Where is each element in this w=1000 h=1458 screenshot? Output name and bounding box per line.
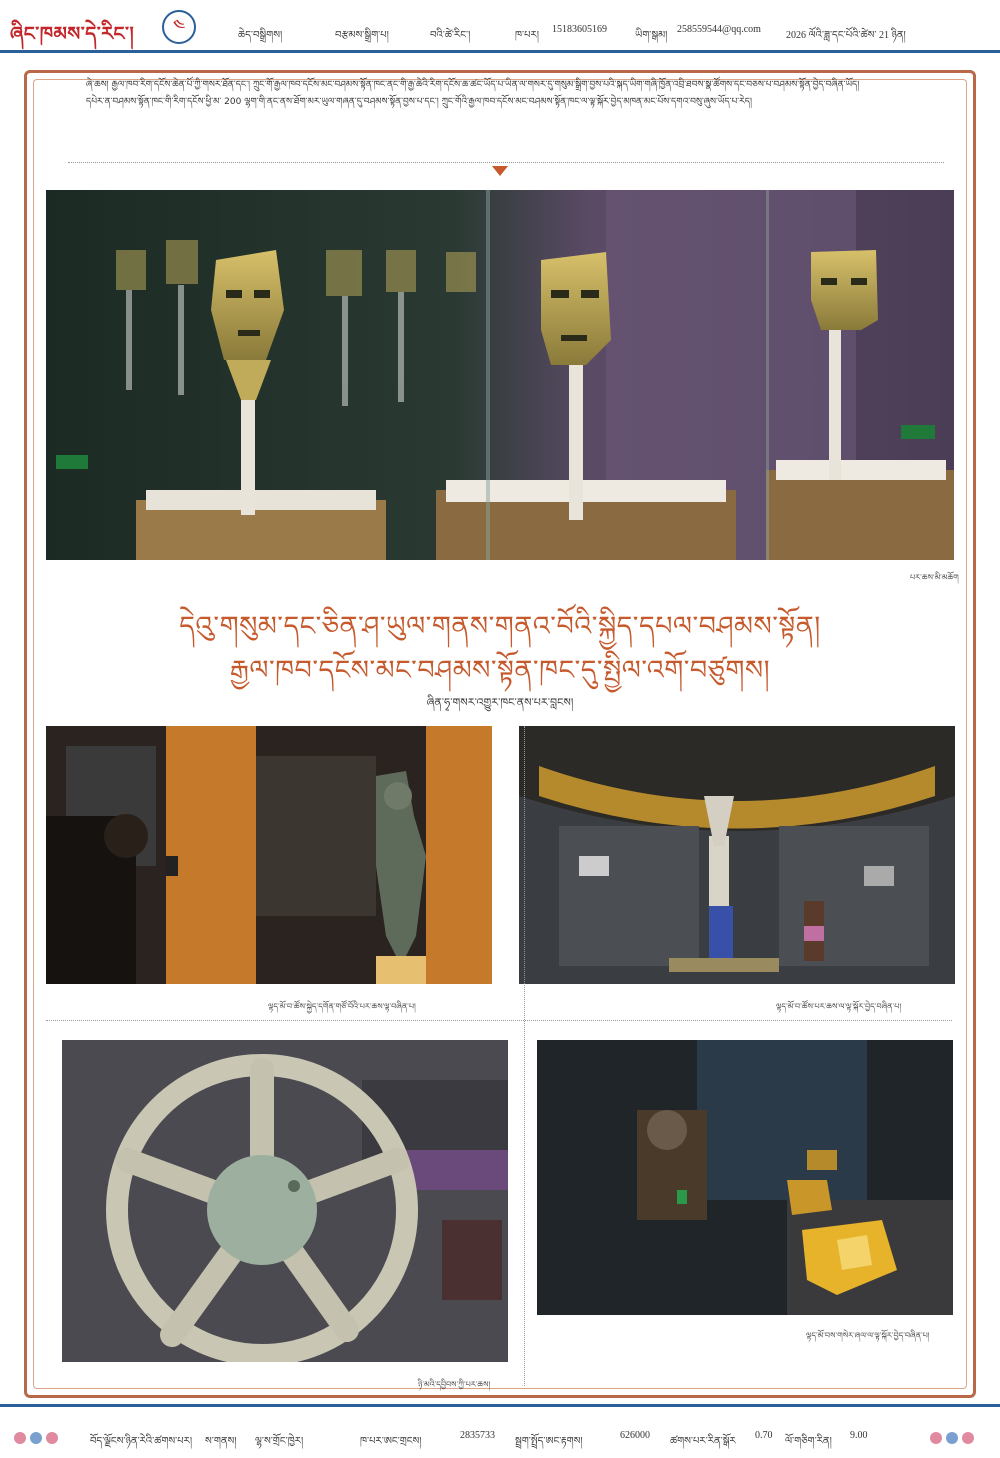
section-label: ཆེད་བསྒྲིགས། [238, 30, 283, 41]
flower-ornament-icon [946, 1432, 958, 1444]
headline-line-1: དེའུ་གསུམ་དང་ཅིན་ཤ་ཡུལ་གནས་གནའ་བོའི་སྐྱིད་དཔལ་བཤམས་སྟོན། [179, 611, 821, 642]
flower-ornament-icon [46, 1432, 58, 1444]
issue-date: 2026 ལོའི་ཟླ་དང་པོའི་ཚེས་ 21 ཉིན། [786, 30, 906, 41]
photo-visitor-bronze-statue [46, 726, 492, 984]
photo-wheel-bronze [62, 1040, 508, 1362]
header-rule [0, 50, 1000, 53]
flower-ornament-icon [930, 1432, 942, 1444]
byline: ཞིན་ཧྭ་གསར་འགྱུར་ཁང་ནས་པར་བླངས། [426, 696, 574, 709]
photo-5-caption: ལྟད་མོ་བས་གསེར་ཞལ་ལ་ལྟ་སྐོར་བྱེད་བཞིན་པ། [806, 1331, 930, 1340]
page-footer [0, 1400, 1000, 1457]
intro-text [68, 77, 944, 111]
masthead: ཞིང་ཁམས་དེ་རིང་། [10, 23, 135, 45]
photo-3-caption: ལྟད་མོ་བ་ཚོས་པར་ཆས་ལ་ལྟ་སྐོར་བྱེད་བཞིན་པ། [776, 1002, 902, 1011]
horizontal-divider [46, 1020, 952, 1021]
photo-exhibition-hall [519, 726, 955, 984]
footer-year-label: ལོ་གཅིག་རིན། [785, 1436, 832, 1447]
main-photo-credit: པར་ཆས་མི་མཆོག [910, 573, 959, 582]
flower-ornament-icon [30, 1432, 42, 1444]
headline-line-2: རྒྱལ་ཁབ་དངོས་མང་བཤམས་སྟོན་ཁང་དུ་སྤྱིལ་འགོ་བཙུགས། [229, 655, 771, 686]
flower-ornament-icon [14, 1432, 26, 1444]
footer-phone-label: ཁ་པར་ཨང་གྲངས། [360, 1436, 422, 1447]
footer-price: 0.70 [755, 1430, 773, 1441]
photo-2-caption: ལྟད་མོ་བ་ཚོས་སྐྱེད་དགོན་གཙོ་བོའི་པར་ཆས་ལྟ་བཞིན་པ། [268, 1002, 416, 1011]
main-photo-bronze-heads [46, 190, 954, 560]
page-number-badge: ༤ [162, 10, 196, 44]
photo-4-caption: ཉི་མའི་དབྱིབས་ཀྱི་པར་ཆས། [418, 1380, 491, 1389]
footer-post-label: སྦྲག་སྤྲོད་ཨང་རྟགས། [515, 1436, 583, 1447]
intro-paragraph-1: ཞེ་ཆས། རྒྱལ་ཁབ་རིག་དངོས་ཆེན་པོ་ཀྱི་གསར་ཐོན་དང་། ཀྲུང་གོ་རྒྱལ་ཁབ་དངོས་མང་བཤམས་སྟོན་ཁང་ནང་གི་རྒྱ་ཆེའི་རིག་དངོས་ཆ་ཚང་ཡོད་པ་ཡིན་ལ་གསར་དུ་གསུམ་སྒྲིག་བྱས་པའི་སྐད་ཡིག་གཞི་ཁྱོན་འབྲི་ཐབས་སྣ་ཚོགས་དང་བཅས་པ་བཤམས་སྟོན་བྱེད་བཞིན་ཡོད། [86, 80, 860, 90]
down-arrow-icon [492, 166, 508, 176]
footer-phone: 2835733 [460, 1430, 495, 1441]
footer-address: ལྷ་ས་གྲོང་ཁྱེར། [255, 1436, 304, 1447]
email-label: ཡིག་སྒམ། [635, 30, 668, 41]
photo-gold-masks [537, 1040, 953, 1315]
editor-label: བརྩམས་སྒྲིག་པ། [335, 30, 389, 41]
page-header [0, 0, 1000, 56]
footer-year-price: 9.00 [850, 1430, 868, 1441]
intro-paragraph-2: དཔེར་ན་བཤམས་སྟོན་ཁང་གི་རིག་དངོས་ཕྱི་མ་ 200 ལྷག་གི་ནང་ནས་ཐོག་མར་ཡུལ་གཞན་དུ་བཤམས་སྟོན་བྱས་པ་དང་། ཀྲུང་གོའི་རྒྱལ་ཁབ་དངོས་མང་བཤམས་སྟོན་ཁང་ལ་ལྟ་སྐོར་བྱེད་མཁན་མང་པོས་དགའ་བསུ་ཞུས་ཡོད་པ་རེད། [86, 97, 752, 107]
footer-postcode: 626000 [620, 1430, 650, 1441]
footer-publication: བོད་ལྗོངས་ཉིན་རེའི་ཚགས་པར། [90, 1436, 193, 1447]
flower-ornament-icon [962, 1432, 974, 1444]
footer-price-label: ཚགས་པར་རིན་སྒོར [670, 1436, 736, 1447]
intro-divider [68, 162, 944, 163]
footer-address-label: ས་གནས། [205, 1436, 237, 1447]
footer-rule [0, 1404, 1000, 1407]
vertical-divider [524, 726, 525, 1386]
phone-number: 15183605169 [552, 24, 607, 35]
email-address: 258559544@qq.com [677, 24, 761, 35]
editor-name: བའི་ཚེ་རིང་། [430, 30, 471, 41]
phone-label: ཁ་པར། [515, 30, 539, 41]
